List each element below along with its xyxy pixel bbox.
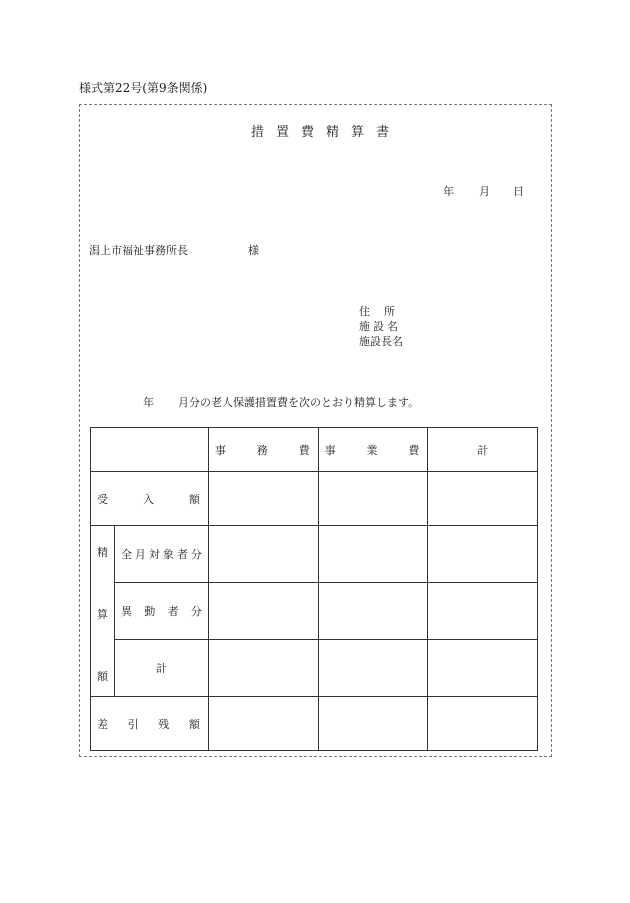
- addressee: 潟上市福祉事務所長: [89, 244, 188, 257]
- balance-total-cell: [428, 697, 538, 751]
- full-month-total-cell: [428, 526, 538, 583]
- subtotal-label: 計: [114, 640, 208, 697]
- settlement-group-label: 精 算 額: [96, 546, 108, 683]
- statement-year-label: 年: [143, 396, 154, 409]
- balance-business-cost-cell: [318, 697, 428, 751]
- form-number: 様式第22号(第9条関係): [79, 81, 208, 95]
- date-month-label: 月: [479, 185, 490, 198]
- full-month-business-cost-cell: [318, 526, 428, 583]
- date-year-label: 年: [443, 185, 454, 198]
- header-business-cost: [318, 428, 428, 472]
- header-business-cost-text: 事 業 費: [324, 443, 420, 457]
- transfer-label: 異 動 者 分: [120, 605, 202, 618]
- facility-name-label: 施設名: [359, 320, 401, 333]
- subtotal-total-cell: [428, 640, 538, 697]
- settlement-group-cell: [91, 526, 115, 697]
- received-label-cell: [91, 472, 209, 526]
- received-total-cell: [428, 472, 538, 526]
- document-title: 措置費精算書: [251, 125, 402, 140]
- transfer-total-cell: [428, 583, 538, 640]
- header-row: [91, 428, 538, 472]
- header-office-cost: [208, 428, 318, 472]
- balance-office-cost-cell: [208, 697, 318, 751]
- transfer-office-cost-cell: [208, 583, 318, 640]
- transfer-business-cost-cell: [318, 583, 428, 640]
- honorific: 様: [248, 244, 259, 257]
- header-total: 計: [428, 428, 538, 472]
- received-office-cost-cell: [208, 472, 318, 526]
- full-month-row: [91, 526, 538, 583]
- subtotal-row: [91, 640, 538, 697]
- received-business-cost-cell: [318, 472, 428, 526]
- statement-text: 月分の老人保護措置費を次のとおり精算します。: [178, 396, 420, 409]
- subtotal-business-cost-cell: [318, 640, 428, 697]
- address-label: 住所: [359, 305, 409, 318]
- full-month-office-cost-cell: [208, 526, 318, 583]
- received-row: [91, 472, 538, 526]
- full-month-label: 全 月 対 象 者 分: [120, 548, 202, 561]
- full-month-label-cell: [114, 526, 208, 583]
- transfer-label-cell: [114, 583, 208, 640]
- facility-head-label: 施設長名: [359, 335, 403, 348]
- balance-row: [91, 697, 538, 751]
- header-office-cost-text: 事 務 費: [214, 443, 310, 457]
- balance-label: 差 引 残 額: [97, 717, 200, 731]
- date-day-label: 日: [513, 185, 524, 198]
- received-label: 受 入 額: [97, 492, 200, 506]
- transfer-row: [91, 583, 538, 640]
- subtotal-office-cost-cell: [208, 640, 318, 697]
- balance-label-cell: [91, 697, 209, 751]
- header-blank-cell: [91, 428, 209, 472]
- settlement-table: [90, 427, 538, 751]
